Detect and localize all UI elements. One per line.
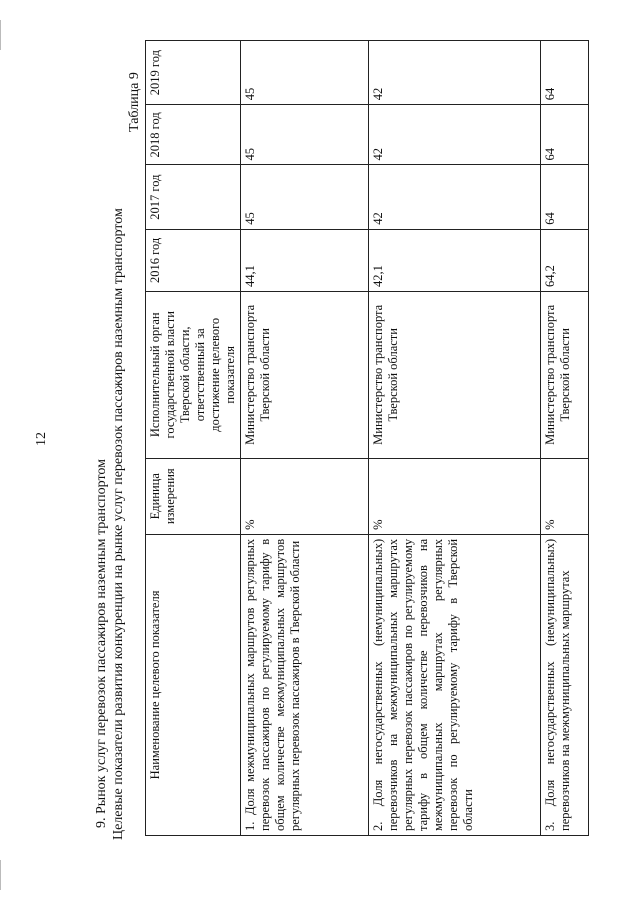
scan-edge-mark (0, 20, 1, 50)
value-2017: 42 (369, 165, 541, 229)
page-number: 12 (34, 432, 49, 446)
value-2016: 42,1 (369, 229, 541, 291)
unit-cell: % (541, 458, 589, 534)
header-agency: Исполнительный орган государственной власти Тверской области, ответственный за достижение целевого показателя (146, 291, 241, 458)
scan-edge-mark (0, 860, 1, 890)
indicators-table (145, 40, 589, 836)
unit-cell: % (369, 458, 541, 534)
value-2019: 45 (241, 41, 369, 105)
header-indicator-name: Наименование целевого показателя (146, 534, 241, 835)
indicator-name: 3. Доля негосударственных (немуниципальных) перевозчиков на межмуниципальных маршрутах (541, 534, 589, 835)
table-row (241, 41, 369, 836)
value-2016: 64,2 (541, 229, 589, 291)
table-title: Целевые показатели развития конкуренции на рынке услуг перевозок пассажиров наземным транспортом (111, 208, 126, 840)
agency-cell: Министерство транспорта Тверской области (369, 291, 541, 458)
value-2017: 64 (541, 165, 589, 229)
indicator-name: 1. Доля межмуниципальных маршрутов регулярных перевозок пассажиров по регулируемому тарифу в общем количестве межмуниципальных маршрутов регулярных перевозок пассажиров в Тверской области (241, 534, 369, 835)
value-2018: 64 (541, 105, 589, 165)
header-unit: Единица измерения (146, 458, 241, 534)
value-2019: 64 (541, 41, 589, 105)
header-2019: 2019 год (146, 41, 241, 105)
table-row (541, 41, 589, 836)
table-row (369, 41, 541, 836)
rotated-page-content (93, 40, 573, 840)
value-2017: 45 (241, 165, 369, 229)
section-title: 9. Рынок услуг перевозок пассажиров наземным транспортом (94, 458, 109, 828)
value-2019: 42 (369, 41, 541, 105)
value-2018: 42 (369, 105, 541, 165)
value-2016: 44,1 (241, 229, 369, 291)
table-caption: Таблица 9 (127, 72, 142, 132)
agency-cell: Министерство транспорта Тверской области (241, 291, 369, 458)
header-2017: 2017 год (146, 165, 241, 229)
indicator-name: 2. Доля негосударственных (немуниципальных) перевозчиков на межмуниципальных маршрутах регулярных перевозок пассажиров по регулируемому тарифу в общем количестве перевозчиков на межмуниципальных маршрутах регулярных перевозок по регулируемому тарифу в Тверской области (369, 534, 541, 835)
header-2018: 2018 год (146, 105, 241, 165)
agency-cell: Министерство транспорта Тверской области (541, 291, 589, 458)
unit-cell: % (241, 458, 369, 534)
header-2016: 2016 год (146, 229, 241, 291)
value-2018: 45 (241, 105, 369, 165)
section-heading (93, 40, 127, 840)
table-header-row (146, 41, 241, 836)
